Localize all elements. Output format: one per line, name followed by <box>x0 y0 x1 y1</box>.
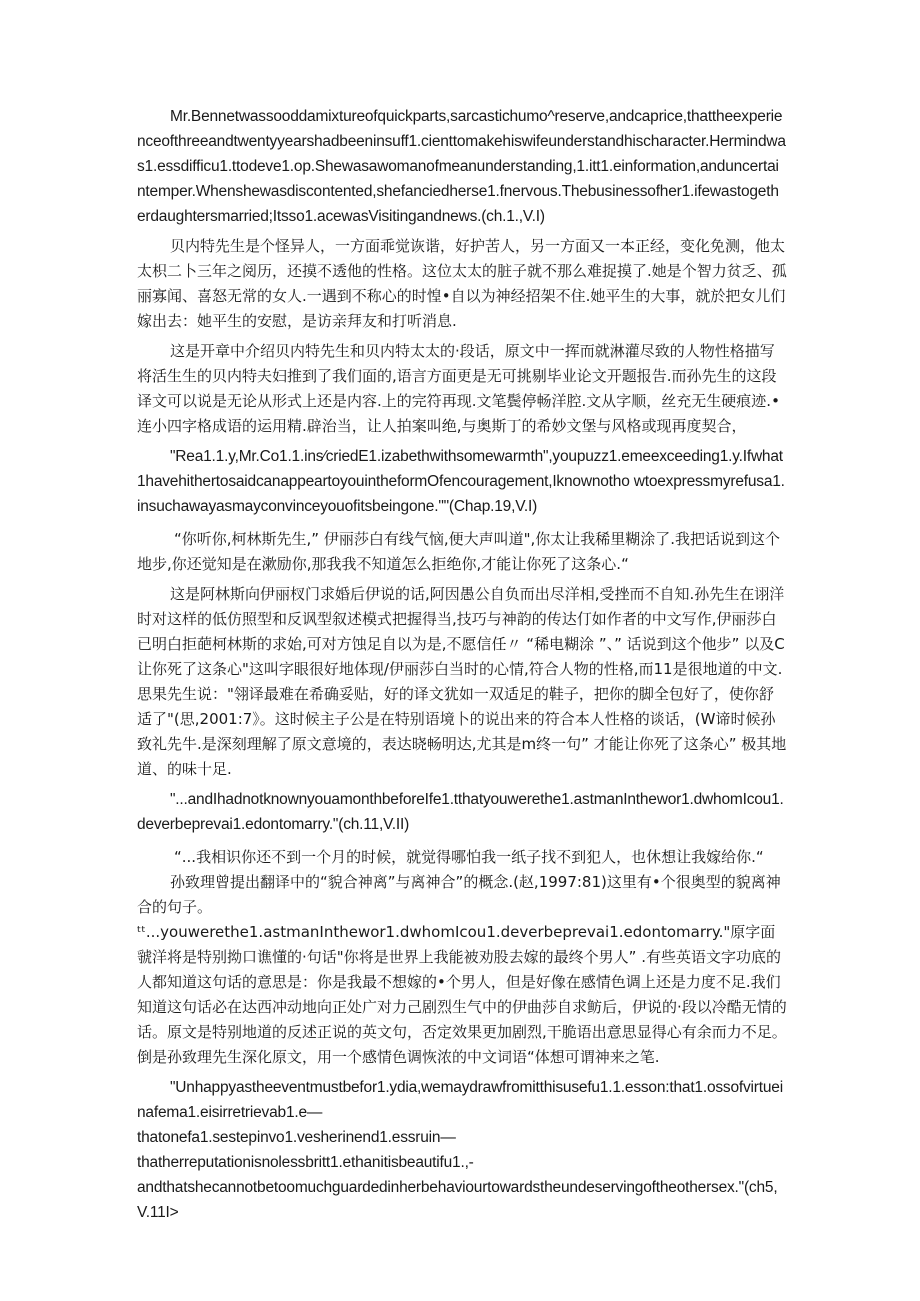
paragraph-commentary-opening: 这是开章中介绍贝内特先生和贝内特太太的·段话，原文中一挥而就淋灌尽致的人物性格描写将活生生的贝内特夫妇推到了我们面的,语言方面更是无可挑剔毕业论文开题报告.而孙先生的这段译文可以说是无论从形式上还是内容.上的完符再现.文笔鬓停畅洋腔.文从字顺，丝充无生硬痕迹.•连小四字格成语的运用精.辟治当，让人拍案叫绝,与奥斯丁的希妙文堡与风格或现再度契合， <box>137 342 780 435</box>
paragraph-english-lydia-3: thatherreputationisnolessbritt1.ethanitisbeautifu1.,- <box>137 1154 474 1171</box>
paragraph-english-collins: "Rea1.1.y,Mr.Co1.1.ins⁄criedE1.izabethwithsomewarmth",youpuzz1.emeexceeding1.y.Ifwhat1havehithertosaidcanappeartoyouintheformOfencouragement,Iknownotho wtoexpressmyrefusa1.insuchawayasmayconvinceyouofitsbeingone.""(Chap.19,V.I) <box>137 448 785 515</box>
paragraph-english-bennet: Mr.Bennetwassooddamixtureofquickparts,sarcastichumo^reserve,andcaprice,thattheexperienceofthreeandtwentyyearshadbeeninsuff1.cienttomakehiswifeunderstandhischaracter.Hermindwas1.essdifficu1.ttodeve1.op.Shewasawomanofmeanunderstanding,1.itt1.einformation,anduncertaintemper.Whenshewasdiscontented,shefanciedherse1.fnervous.Thebusinessofher1.ifewastogetherdaughtersmarried;Itsso1.acewasVisitingandnews.(ch.1.,V.I) <box>137 108 786 225</box>
document-body <box>137 104 787 1225</box>
paragraph-english-lydia-4: andthatshecannotbetoomuchguardedinherbehaviourtowardstheundeservingoftheothersex."(ch5,V.11I> <box>137 1179 778 1221</box>
paragraph-chinese-darcy-translation: “...我相识你还不到一个月的时候，就觉得哪怕我一纸子找不到犯人，也休想让我嫁给你.“ <box>174 848 764 866</box>
paragraph-chinese-bennet-translation: 贝内特先生是个怪异人，一方面乖觉诙谐，好护苦人，另一方面又一本正经，变化免测，他太太枳二卜三年之阅历，还摸不透他的性格。这位太太的脏子就不那么难捉摸了.她是个智力贫乏、孤丽寡闻、喜怒无常的女人.一遇到不称心的时惶•自以为神经招架不住.她平生的大事，就於把女儿们嫁出去：她平生的安慰，是访亲拜友和打听消息. <box>137 237 787 330</box>
paragraph-english-lydia-1: "Unhappyastheeventmustbefor1.ydia,wemaydrawfromitthisusefu1.1.esson:that1.ossofvirtueinafema1.eisirretrievab1.e— <box>137 1079 783 1121</box>
paragraph-english-darcy: "...andIhadnotknownyouamonthbeforeIfe1.tthatyouwerethe1.astmanInthewor1.dwhomIcou1.deverbeprevai1.edontomarry."(ch.11,V.II) <box>137 791 784 833</box>
paragraph-english-lydia-2: thatonefa1.sestepinvo1.vesherinend1.essruin— <box>137 1129 456 1146</box>
paragraph-commentary-collins: 这是阿林斯向伊丽杈门求婚后伊说的话,阿因愚公自负而出尽洋相,受挫而不自知.孙先生在诩洋时对这样的低仿照型和反讽型叙述模式把握得当,技巧与神韵的传达仃如作者的中文写作,伊丽莎白已明白拒葩柯林斯的求始,可对方蚀足自以为是,不愿信任〃 “稀电糊涂 ”、” 话说到这个他步” 以及C让你死了这条心"这叫字眼很好地体现/伊丽莎白当时的心情,符合人物的性格,而11是很地道的中文.思果先生说："翎译最难在希确妥贴，好的译文犹如一双适足的鞋子，把你的脚全包好了，使你舒适了"(思,2001:7》。这时候主子公是在特别语境卜的说出来的符合本人性格的谈话，(W谛时候孙致礼先牛.是深刻理解了原文意境的，表达晓畅明达,尤其是m终一句” 才能让你死了这条心” 极其地道、的味十足. <box>137 585 787 778</box>
paragraph-chinese-collins-translation: “你听你,柯林斯先生,” 伊丽莎白有线气恼,便大声叫道",你太让我稀里糊涂了.我把话说到这个地步,你还觉知是在漱励你,那我我不知道怎么拒绝你,才能让你死了这条心.“ <box>137 530 781 573</box>
paragraph-commentary-concept: 孙致理曾提出翻译中的“貌合神离”与离神合”的概念.(赵,1997:81)这里有•个很奥型的貌离神合的句子。 <box>137 873 781 916</box>
paragraph-commentary-darcy: ᵗᵗ...youwerethe1.astmanInthewor1.dwhomIcou1.deverbeprevai1.edontomarry."原字面虢洋将是特别拗口谯懂的·句话"你将是世界上我能被劝股去嫁的最终个男人” .有些英语文字功底的人都知道这句话的意思是：你是我最不想嫁的•个男人，但是好像在感情色调上还是力度不足.我们知道这句话必在达西冲动地向正处广对力己剧烈生气中的伊曲莎自求鲂后，伊说的·段以冷酷无情的话。原文是特别地道的反述正说的英文句，否定效果更加剧烈,干脆语出意思显得心有余而力不足。倒是孙致理先生深化原文，用一个感情色调恢浓的中文词语“体想可谓神来之笔. <box>137 923 787 1066</box>
